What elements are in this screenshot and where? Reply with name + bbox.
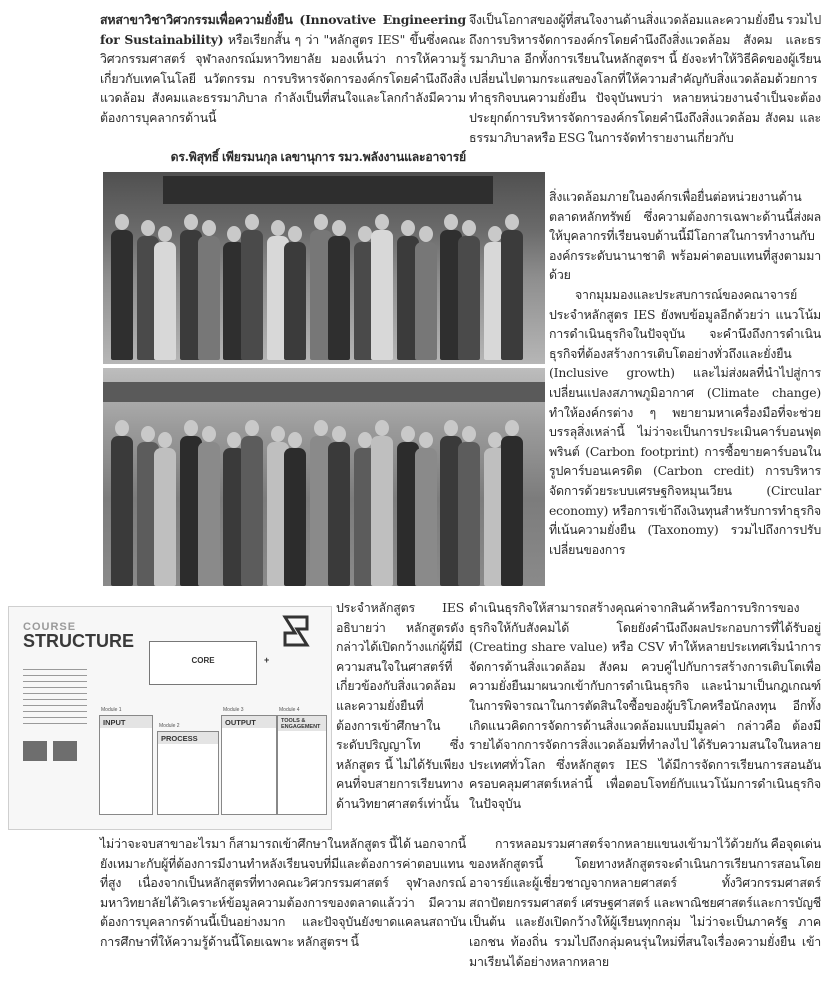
person-head xyxy=(245,420,259,436)
person-head xyxy=(158,226,172,242)
process-heading: PROCESS xyxy=(158,732,218,744)
person-figure xyxy=(415,448,437,586)
course-structure-slide xyxy=(8,606,332,830)
input-heading: INPUT xyxy=(100,716,152,728)
tools-heading: TOOLS & ENGAGEMENT xyxy=(278,716,326,731)
right-column-last: การหลอมรวมศาสตร์จากหลายแขนงเข้ามาไว้ด้วยกัน คือจุดเด่นของหลักสูตรนี้ โดยทางหลักสูตรจะดำเนินการเรียนการสอนโดยอาจารย์และผู้เชี่ยวชาญจากหลายศาสตร์ ทั้งวิศวกรรมศาสตร์ สถาปัตยกรรมศาสตร์ เศรษฐศาสตร์ และพาณิชยศาสตร์และการบัญชี เป็นต้น และยังเปิดกว้างให้ผู้เรียนทุกกลุ่ม ไม่ว่าจะเป็นภาครัฐ ภาคเอกชน ท้องถิ่น รวมไปถึงกลุ่มคนรุ่นใหม่ที่สนใจเรื่องความยั่งยืน เข้ามาเรียนได้อย่างหลากหลาย xyxy=(469,836,821,969)
person-head xyxy=(444,214,458,230)
person-figure xyxy=(241,436,263,586)
person-head xyxy=(141,220,155,236)
person-head xyxy=(488,432,502,448)
slide-course-label: COURSE xyxy=(23,621,77,633)
person-figure xyxy=(328,236,350,360)
person-figure xyxy=(328,442,350,586)
output-heading: OUTPUT xyxy=(222,716,276,728)
person-head xyxy=(401,426,415,442)
person-head xyxy=(184,420,198,436)
person-head xyxy=(332,220,346,236)
core-box xyxy=(149,641,257,685)
building-roof xyxy=(103,382,545,402)
module-2-label: Module 2 xyxy=(159,723,180,729)
person-head xyxy=(245,214,259,230)
module-output xyxy=(221,715,277,815)
middle-column: ประจำหลักสูตร IES อธิบายว่า หลักสูตรดังกล่าวได้เปิดกว้างแก่ผู้ที่มีความสนใจในศาสตร์ที่เกี่ยวข้องกับสิ่งแวดล้อมและความยั่งยืนที่ต้องการเข้าศึกษาในระดับปริญญาโท ซึ่งหลักสูตร นี้ ไม่ได้รับเพียงคนที่จบสายการเรียนทางด้านวิทยาศาสตร์เท่านั้น xyxy=(336,600,464,811)
module-input xyxy=(99,715,153,815)
person-head xyxy=(375,420,389,436)
byline: ดร.พิสุทธิ์ เพียรมนกุล เลขานุการ รมว.พลังงานและอาจารย์ xyxy=(170,150,466,164)
person-figure xyxy=(284,448,306,586)
person-figure xyxy=(458,236,480,360)
module-4-label: Module 4 xyxy=(279,707,300,713)
person-figure xyxy=(371,230,393,360)
person-head xyxy=(462,426,476,442)
person-head xyxy=(288,432,302,448)
person-head xyxy=(115,214,129,230)
person-figure xyxy=(458,442,480,586)
person-head xyxy=(202,220,216,236)
person-head xyxy=(202,426,216,442)
module-process xyxy=(157,731,219,815)
person-head xyxy=(505,420,519,436)
stage-banner xyxy=(163,176,493,204)
person-head xyxy=(271,426,285,442)
right-column-top: จึงเป็นโอกาสของผู้ที่สนใจงานด้านสิ่งแวดล้อมและความยั่งยืน รวมไปถึงการบริหารจัดการองค์กรโดยคำนึงถึงสิ่งแวดล้อม สังคม และธรรมาภิบาล อีกทั้งการเรียนในหลักสูตรฯ นี้ ยังจะทำให้วิธีคิดของผู้เรียนเปลี่ยนไปตามกระแสของโลกที่ให้ความสำคัญกับสิ่งแวดล้อมด้วยการทำธุรกิจบนความยั่งยืน ปัจจุบันพบว่า หลายหน่วยงานจำเป็นจะต้องประยุกต์การบริหารจัดการองค์กรโดยคำนึงถึงสิ่งแวดล้อม สังคม และธรรมาภิบาลหรือ ESG ในการจัดทำรายงานเกี่ยวกับ xyxy=(469,12,821,145)
group-photo-indoor xyxy=(103,172,545,364)
person-figure xyxy=(501,436,523,586)
ies-logo-icon xyxy=(279,615,313,647)
person-head xyxy=(375,214,389,230)
person-head xyxy=(141,426,155,442)
person-head xyxy=(158,432,172,448)
person-head xyxy=(419,432,433,448)
person-head xyxy=(314,214,328,230)
core-label: CORE xyxy=(191,656,215,665)
person-figure xyxy=(111,436,133,586)
person-head xyxy=(184,214,198,230)
seminar-box: + xyxy=(264,655,270,665)
intro-rest: หรือเรียกสั้น ๆ ว่า "หลักสูตร IES" ขึ้นซึ่งคณะวิศวกรรมศาสตร์ จุฬาลงกรณ์มหาวิทยาลัย มองเห็นว่า การให้ความรู้เกี่ยวกับเทคโนโลยี นวัตกรรม การบริหารจัดการองค์กรโดยคำนึงถึงสิ่งแวดล้อม สังคมและธรรมาภิบาล กำลังเป็นที่สนใจและโลกกำลังมีความต้องการบุคลากรด้านนี้ xyxy=(100,31,466,125)
person-head xyxy=(358,226,372,242)
person-head xyxy=(227,226,241,242)
intro-paragraph xyxy=(100,10,466,128)
module-1-label: Module 1 xyxy=(101,707,122,713)
group-photo-outdoor xyxy=(103,368,545,586)
module-tools xyxy=(277,715,327,815)
person-figure xyxy=(111,230,133,360)
person-head xyxy=(462,220,476,236)
person-figure xyxy=(198,236,220,360)
person-head xyxy=(505,214,519,230)
person-figure xyxy=(284,242,306,360)
left-column-bottom: ไม่ว่าจะจบสาขาอะไรมา ก็สามารถเข้าศึกษาในหลักสูตร นี้ได้ นอกจากนี้ ยังเหมาะกับผู้ที่ต้องการมีงานทำหลังเรียนจบที่มีและต้องการค่าตอบแทนที่สูง เนื่องจากเป็นหลักสูตรที่ทางคณะวิศวกรรมศาสตร์ จุฬาลงกรณ์มหาวิทยาลัยได้วิเคราะห์ข้อมูลความต้องการของตลาดแล้วว่า มีความต้องการบุคลากรด้านนี้เป็นอย่างมาก และปัจจุบันยังขาดแคลนสถาบันการศึกษาที่ให้ความรู้ด้านนี้โดยเฉพาะ หลักสูตรฯ นี้ xyxy=(100,836,466,949)
person-head xyxy=(332,426,346,442)
person-figure xyxy=(198,442,220,586)
person-head xyxy=(444,420,458,436)
intro-bold: สหสาขาวิชาวิศวกรรมเพื่อความยั่งยืน (Innovative Engineering for Sustainability) xyxy=(100,12,466,47)
person-head xyxy=(488,226,502,242)
right-column-mid1: สิ่งแวดล้อมภายในองค์กรเพื่อยื่นต่อหน่วยงานด้านตลาดหลักทรัพย์ ซึ่งความต้องการเฉพาะด้านนี้ส่งผลให้บุคลากรที่เรียนจบด้านนี้มีโอกาสในการทำงานกับองค์กรระดับนานาชาติ พร้อมค่าตอบแทนที่สูงตามมาด้วย xyxy=(549,189,821,283)
person-figure xyxy=(154,242,176,360)
slide-structure-label: STRUCTURE xyxy=(23,631,134,651)
right-column-mid2: จากมุมมองและประสบการณ์ของคณาจารย์ประจำหลักสูตร IES ยังพบข้อมูลอีกด้วยว่า แนวโน้มการดำเนินธุรกิจในปัจจุบัน จะคำนึงถึงการดำเนินธุรกิจที่ต้องสร้างการเติบโตอย่างทั่วถึงและยั่งยืน (Inclusive growth) และไม่ส่งผลที่นำไปสู่การเปลี่ยนแปลงสภาพภูมิอากาศ (Climate change) ทำให้องค์กรต่าง ๆ พยายามหาเครื่องมือที่จะช่วยบรรลุสิ่งเหล่านี้ ไม่ว่าจะเป็นการประเมินคาร์บอนฟุตพรินต์ (Carbon footprint) การซื้อขายคาร์บอนในรูปคาร์บอนเครดิต (Carbon credit) การบริหารจัดการด้วยระบบเศรษฐกิจหมุนเวียน (Circular economy) หรือการเข้าถึงเงินทุนสำหรับการทำธุรกิจที่เน้นความยั่งยืน (Taxonomy) รวมไปถึงการปรับเปลี่ยนของการ xyxy=(549,287,821,557)
person-head xyxy=(314,420,328,436)
slide-description xyxy=(23,669,87,729)
person-figure xyxy=(501,230,523,360)
person-head xyxy=(227,432,241,448)
right-column-low: ดำเนินธุรกิจให้สามารถสร้างคุณค่าจากสินค้าหรือการบริการของธุรกิจให้กับสังคมได้ โดยยังคำนึงถึงผลประกอบการที่ได้รับอยู่ (Creating share value) หรือ CSV ทำให้หลายประเทศเริ่มนำการจัดการด้านสิ่งแวดล้อม สังคม ควบคู่ไปกับการสร้างการเติบโตเพื่อความยั่งยืนมาผนวกเข้ากับการดำเนินธุรกิจ และนำมาเป็นกฎเกณฑ์ในการพิจารณาในการตัดสินใจซื้อของผู้บริโภคหรือนักลงทุน อีกทั้งเกิดแนวคิดการจัดการด้านสิ่งแวดล้อมแบบมีมูลค่า กล่าวคือ ต้องมีรายได้จากการจัดการสิ่งแวดล้อมที่ทำลงไป ได้รับความสนใจในหลายประเทศทั่วโลก ซึ่งหลักสูตร IES ได้มีการจัดการเรียนการสอนอันครอบคลุมศาสตร์เหล่านี้ เพื่อตอบโจทย์กับแนวโน้มการดำเนินธุรกิจในปัจจุบัน xyxy=(469,600,821,811)
person-figure xyxy=(415,242,437,360)
person-head xyxy=(419,226,433,242)
slide-thumbnail-1 xyxy=(23,741,47,761)
person-head xyxy=(115,420,129,436)
person-head xyxy=(401,220,415,236)
module-3-label: Module 3 xyxy=(223,707,244,713)
person-head xyxy=(358,432,372,448)
person-head xyxy=(288,226,302,242)
person-figure xyxy=(154,448,176,586)
person-head xyxy=(271,220,285,236)
slide-thumbnail-2 xyxy=(53,741,77,761)
person-figure xyxy=(241,230,263,360)
person-figure xyxy=(371,436,393,586)
